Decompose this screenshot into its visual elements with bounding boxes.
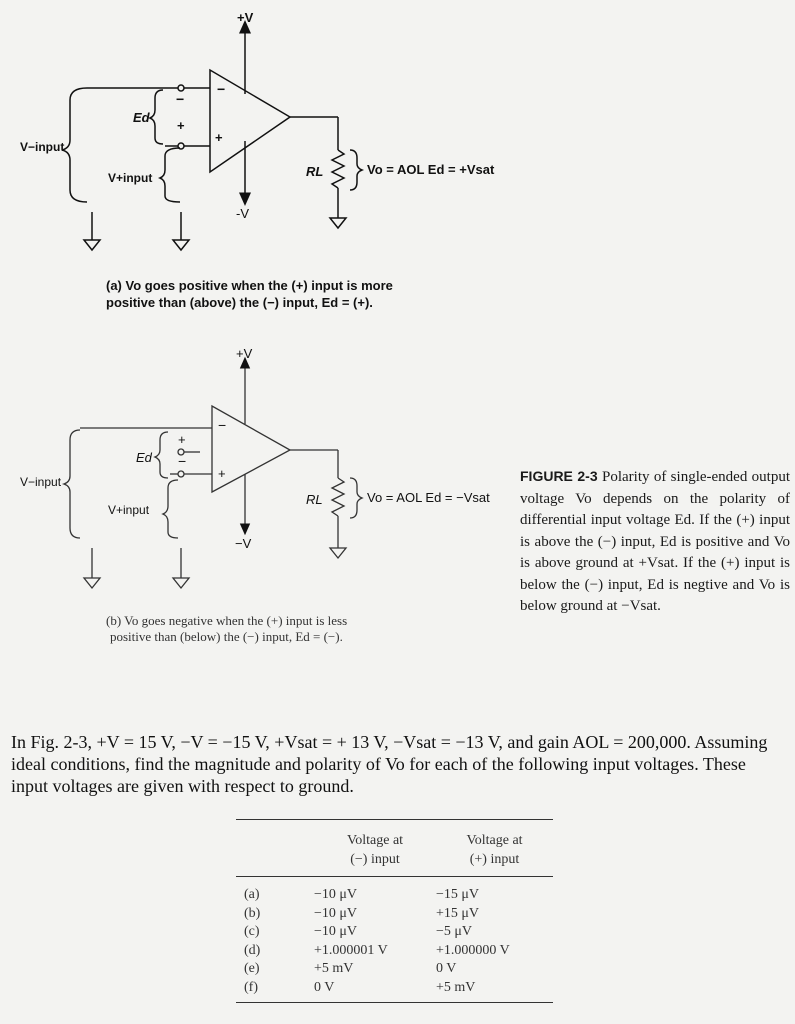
ground-symbol-a2 xyxy=(173,240,189,250)
ground-symbol-b2 xyxy=(173,578,189,588)
supply-pos-label-b: +V xyxy=(236,346,253,361)
v-minus-input-label-a: V−input xyxy=(20,140,65,154)
diagram-b xyxy=(64,362,362,588)
table-header xyxy=(236,820,553,876)
diagram-a-labels xyxy=(20,10,495,221)
diagram-b-labels xyxy=(20,346,490,551)
rl-label-b: RL xyxy=(306,492,323,507)
ground-symbol-a3 xyxy=(330,218,346,228)
caption-b-line2: positive than (below) the (−) input, Ed = (−). xyxy=(110,629,343,644)
figure-label: FIGURE 2-3 xyxy=(520,468,598,484)
minus-sign-left-b: − xyxy=(178,453,187,469)
ed-bracket-a xyxy=(150,90,163,144)
ground-symbol-b1 xyxy=(84,578,100,588)
input-voltage-table xyxy=(236,819,553,1003)
output-equation-b: Vo = AOL Ed = −Vsat xyxy=(367,490,490,505)
table-row: (c) −10 μV −5 μV xyxy=(244,924,473,939)
rl-label-a: RL xyxy=(306,164,324,179)
resistor-b xyxy=(332,478,344,516)
plus-sign-left-a: + xyxy=(177,118,185,133)
caption-b-line1: (b) Vo goes negative when the (+) input is less xyxy=(106,613,348,628)
table-row: (e) +5 mV 0 V xyxy=(244,961,457,976)
v-plus-input-label-b: V+input xyxy=(108,503,150,517)
v-plus-bracket-b xyxy=(163,480,178,538)
table-body xyxy=(236,877,553,997)
ed-label-a: Ed xyxy=(133,110,150,125)
v-minus-bracket-b xyxy=(64,430,80,538)
plus-sign-opamp-b: + xyxy=(218,466,226,481)
plus-sign-opamp-a: + xyxy=(215,130,223,145)
table-row: (a) −10 μV −15 μV xyxy=(244,887,480,902)
supply-pos-label-a: +V xyxy=(237,10,254,25)
resistor-a xyxy=(332,150,344,188)
problem-statement: In Fig. 2-3, +V = 15 V, −V = −15 V, +Vsat = + 13 V, −Vsat = −13 V, and gain AOL = 200,000. Assuming ideal conditions, find the magnitude and polarity of Vo for each of the following input voltages. These input voltages are given with respect to ground. xyxy=(11,732,768,796)
output-equation-a: Vo = AOL Ed = +Vsat xyxy=(367,162,495,177)
caption-a-line2: positive than (above) the (−) input, Ed = (+). xyxy=(106,295,373,310)
ed-label-b: Ed xyxy=(136,450,152,465)
table-bottom-rule xyxy=(236,1002,553,1003)
output-brace-b xyxy=(350,478,362,518)
header-plus-input: Voltage at (+) input xyxy=(466,833,523,867)
ground-symbol-a1 xyxy=(84,240,100,250)
v-plus-bracket-a xyxy=(160,148,180,202)
v-minus-input-label-b: V−input xyxy=(20,475,62,489)
v-minus-bracket-a xyxy=(62,88,87,202)
minus-sign-opamp-b: − xyxy=(218,417,227,433)
minus-sign-left-a: − xyxy=(176,91,185,107)
supply-neg-label-b: −V xyxy=(235,536,252,551)
minus-sign-opamp-a: − xyxy=(217,81,226,97)
table-row: (d) +1.000001 V +1.000000 V xyxy=(244,942,510,958)
diagram-a xyxy=(62,26,362,250)
table-row: (f) 0 V +5 mV xyxy=(244,979,476,995)
supply-neg-label-a: -V xyxy=(236,206,249,221)
header-minus-input: Voltage at (−) input xyxy=(346,833,404,867)
figure-caption-text: Polarity of single-ended output voltage Vo depends on the polarity of differential input voltage Ed. If the (+) input is above the (−) input, Ed is positive and Vo is above ground at +Vsat. If the (+) input is below the (−) input, Ed is negtive and Vo is below ground at −Vsat. xyxy=(520,469,791,614)
caption-a-line1: (a) Vo goes positive when the (+) input is more xyxy=(106,278,393,293)
ed-bracket-b xyxy=(155,432,168,478)
plus-sign-left-b: + xyxy=(178,432,186,447)
output-brace-a xyxy=(350,150,362,190)
figure-caption xyxy=(520,466,790,618)
ground-symbol-b3 xyxy=(330,548,346,558)
table-row: (b) −10 μV +15 μV xyxy=(244,905,480,921)
v-plus-input-label-a: V+input xyxy=(108,171,153,185)
